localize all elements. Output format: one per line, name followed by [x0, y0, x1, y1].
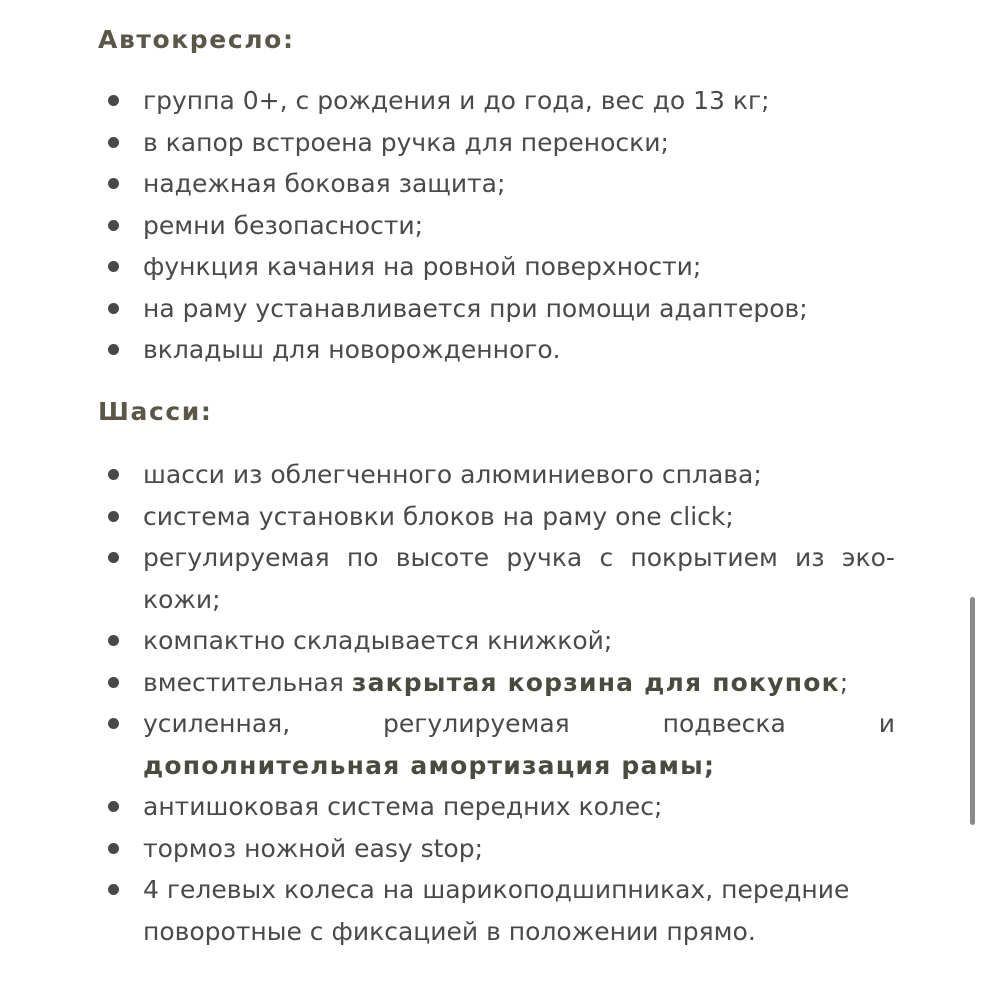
- bullet-icon: [108, 843, 119, 854]
- list-item: [0, 662, 984, 704]
- list-item: [0, 703, 984, 786]
- word: эко-: [841, 543, 895, 572]
- word: покрытием: [630, 543, 778, 572]
- word: из: [795, 543, 825, 572]
- list-item: [0, 246, 984, 288]
- list-item-text-line: 4 гелевых колеса на шарикоподшипниках, передние: [143, 875, 850, 904]
- bullet-icon: [108, 884, 119, 895]
- bullet-icon: [108, 344, 119, 355]
- bullet-icon: [108, 178, 119, 189]
- list-item-text: группа 0+, с рождения и до года, вес до 13 кг;: [143, 86, 770, 115]
- list-item: [0, 786, 984, 828]
- list-item-text: антишоковая система передних колес;: [143, 792, 663, 821]
- word: ручка: [506, 543, 583, 572]
- list-item-text: система установки блоков на раму one click;: [143, 501, 734, 531]
- list-item-text-line: поворотные с фиксацией в положении прямо.: [143, 916, 756, 946]
- list-item: [0, 869, 984, 952]
- list-item-text: шасси из облегченного алюминиевого сплава;: [143, 460, 762, 489]
- bullet-icon: [108, 95, 119, 106]
- list-item: [0, 537, 984, 620]
- list-item: [0, 288, 984, 330]
- word: высоте: [395, 543, 490, 572]
- list-item-text: тормоз ножной easy stop;: [143, 833, 484, 863]
- list-item: [0, 454, 984, 496]
- bullet-icon: [108, 552, 119, 563]
- word: и: [878, 709, 895, 738]
- word: регулируемая: [383, 709, 570, 738]
- list-item-text-line: [143, 703, 895, 745]
- list-item: [0, 620, 984, 662]
- bullet-icon: [108, 469, 119, 480]
- list-item-bold-text: дополнительная амортизация рамы;: [143, 750, 716, 780]
- list-item-text: вместительная: [143, 667, 352, 697]
- bullet-icon: [108, 718, 119, 729]
- list-item: [0, 496, 984, 538]
- bullet-icon: [108, 137, 119, 148]
- bullet-icon: [108, 261, 119, 272]
- bullet-icon: [108, 677, 119, 688]
- list-item-text: ;: [839, 667, 849, 697]
- section-heading-car-seat: Автокресло:: [98, 25, 295, 54]
- list-item: [0, 329, 984, 371]
- word: с: [599, 543, 614, 572]
- word: усиленная,: [143, 709, 291, 738]
- list-item-text-line: кожи;: [143, 584, 221, 614]
- bullet-icon: [108, 511, 119, 522]
- bullet-icon: [108, 303, 119, 314]
- chassis-feature-list: [0, 454, 984, 952]
- list-item-text: вкладыш для новорожденного.: [143, 335, 561, 364]
- list-item-text: компактно складывается книжкой;: [143, 626, 613, 655]
- list-item-bold-text: закрытая корзина для покупок: [351, 667, 840, 697]
- bullet-icon: [108, 220, 119, 231]
- list-item-text: на раму устанавливается при помощи адаптеров;: [143, 293, 808, 323]
- word: подвеска: [662, 709, 786, 738]
- list-item-text: в капор встроена ручка для переноски;: [143, 127, 669, 157]
- list-item-text-line: [143, 537, 895, 579]
- list-item: [0, 205, 984, 247]
- section-heading-chassis: Шасси:: [98, 397, 213, 426]
- car-seat-feature-list: [0, 80, 984, 371]
- list-item: [0, 80, 984, 122]
- list-item: [0, 122, 984, 164]
- word: регулируемая: [143, 543, 330, 572]
- list-item-text: функция качания на ровной поверхности;: [143, 252, 702, 281]
- bullet-icon: [108, 635, 119, 646]
- word: по: [346, 543, 379, 572]
- scrollbar-thumb[interactable]: [970, 597, 975, 825]
- list-item: [0, 163, 984, 205]
- list-item-text: надежная боковая защита;: [143, 169, 506, 198]
- list-item: [0, 828, 984, 870]
- bullet-icon: [108, 801, 119, 812]
- list-item-text: ремни безопасности;: [143, 210, 424, 240]
